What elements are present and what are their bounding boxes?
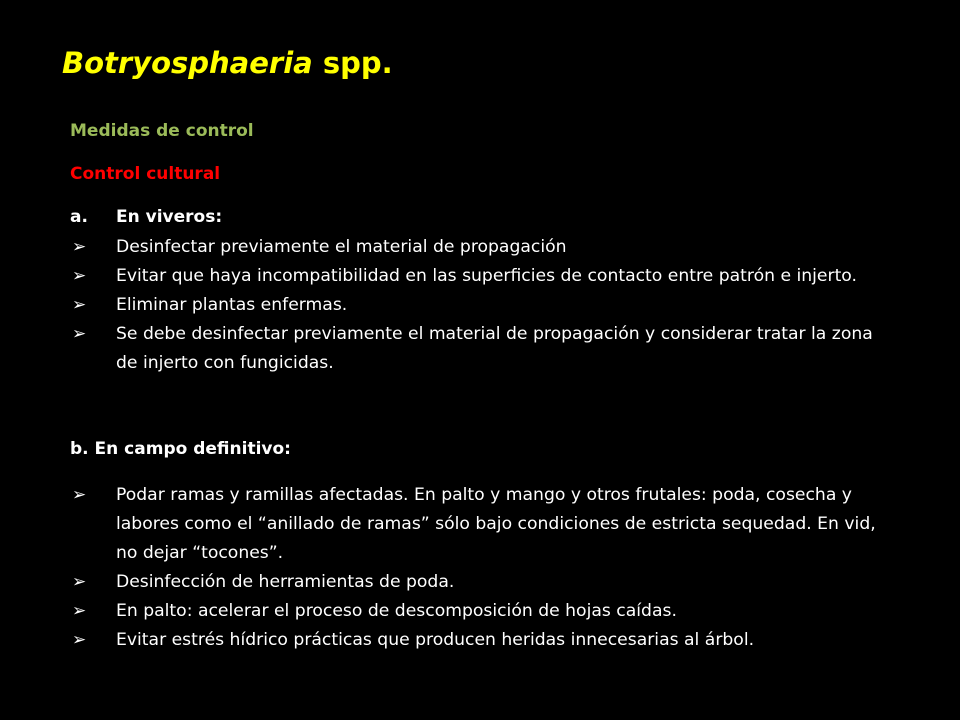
list-item-text: Evitar estrés hídrico prácticas que producen heridas innecesarias al árbol. <box>116 630 755 650</box>
section-a-heading <box>70 207 222 227</box>
list-item <box>70 233 890 262</box>
section-a-heading-text: En viveros: <box>116 207 223 227</box>
section-b-heading: b. En campo definitivo: <box>70 439 291 459</box>
list-item <box>70 291 890 320</box>
arrow-bullet-icon: ➢ <box>72 266 87 286</box>
section-b-list <box>70 481 890 655</box>
list-item-text: En palto: acelerar el proceso de descomposición de hojas caídas. <box>116 601 677 621</box>
section-label-control-cultural: Control cultural <box>70 164 221 184</box>
section-a-list <box>70 233 890 378</box>
list-item-text: Se debe desinfectar previamente el material de propagación y considerar tratar la zona de injerto con fungicidas. <box>116 324 873 373</box>
list-item-text: Desinfectar previamente el material de propagación <box>116 237 567 257</box>
subtitle-medidas: Medidas de control <box>70 121 254 141</box>
slide-title-suffix: spp. <box>312 46 393 80</box>
arrow-bullet-icon: ➢ <box>72 572 87 592</box>
slide-title <box>62 46 393 80</box>
arrow-bullet-icon: ➢ <box>72 237 87 257</box>
list-item-text: Evitar que haya incompatibilidad en las superficies de contacto entre patrón e injerto. <box>116 266 857 286</box>
arrow-bullet-icon: ➢ <box>72 601 87 621</box>
list-item-text: Podar ramas y ramillas afectadas. En palto y mango y otros frutales: poda, cosecha y labores como el “anillado de ramas” sólo bajo condiciones de estricta sequedad. En vid, no dejar “tocones”. <box>116 485 876 563</box>
list-item <box>70 262 890 291</box>
list-item-text: Desinfección de herramientas de poda. <box>116 572 455 592</box>
list-item <box>70 597 890 626</box>
list-item <box>70 568 890 597</box>
list-item <box>70 481 890 568</box>
arrow-bullet-icon: ➢ <box>72 295 87 315</box>
arrow-bullet-icon: ➢ <box>72 324 87 344</box>
arrow-bullet-icon: ➢ <box>72 485 87 505</box>
section-a-marker: a. <box>70 207 88 227</box>
arrow-bullet-icon: ➢ <box>72 630 87 650</box>
list-item-text: Eliminar plantas enfermas. <box>116 295 348 315</box>
slide-title-genus: Botryosphaeria <box>62 46 313 80</box>
list-item <box>70 626 890 655</box>
list-item <box>70 320 890 378</box>
